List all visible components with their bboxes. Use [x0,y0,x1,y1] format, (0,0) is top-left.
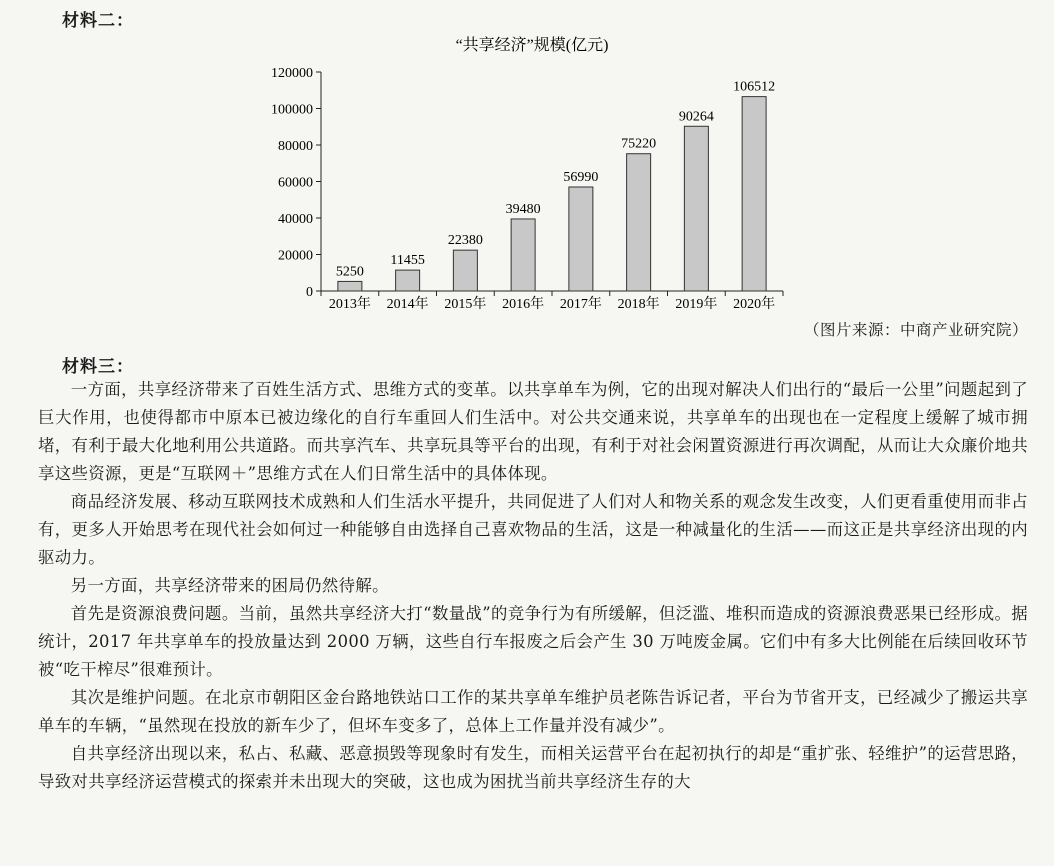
paragraph: 一方面，共享经济带来了百姓生活方式、思维方式的变革。以共享单车为例，它的出现对解决人们出行的“最后一公里”问题起到了巨大作用，也使得都市中原本已被边缘化的自行车重回人们生活中。对公共交通来说，共享单车的出现也在一定程度上缓解了城市拥堵，有利于最大化地利用公共道路。而共享汽车、共享玩具等平台的出现，有利于对社会闲置资源进行再次调配，从而让大众廉价地共享这些资源，更是“互联网＋”思维方式在人们日常生活中的具体体现。 [38,380,1028,483]
material-2-heading: 材料二： [62,11,134,31]
bar [511,219,535,291]
y-tick-label: 20000 [278,248,313,264]
x-tick-label: 2020年 [733,297,776,312]
paragraph: 另一方面，共享经济带来的困局仍然待解。 [70,576,389,595]
y-tick-label: 0 [306,285,313,300]
data-label: 106512 [733,79,776,95]
data-label: 39480 [505,201,541,217]
bar [338,281,362,291]
data-label: 11455 [390,253,425,269]
x-tick-label: 2013年 [328,297,371,312]
data-label: 75220 [621,136,657,152]
bar [627,154,651,291]
material-3-heading: 材料三： [62,357,134,377]
y-tick-label: 100000 [271,102,313,118]
data-label: 90264 [678,109,714,125]
chart-svg [0,0,1054,350]
paragraph: 其次是维护问题。在北京市朝阳区金台路地铁站口工作的某共享单车维护员老陈告诉记者，平台为节省开支，已经减少了搬运共享单车的车辆，“虽然现在投放的新车少了，但坏车变多了，总体上工作量并没有减少”。 [38,688,1028,735]
y-tick-label: 80000 [278,139,313,154]
y-tick-label: 60000 [278,175,313,191]
x-tick-label: 2014年 [386,297,429,312]
data-label: 56990 [563,169,599,185]
chart-title: “共享经济”规模(亿元) [455,37,609,54]
y-tick-label: 120000 [271,66,313,81]
paragraph: 自共享经济出现以来，私占、私藏、恶意损毁等现象时有发生，而相关运营平台在起初执行的却是“重扩张、轻维护”的运营思路，导致对共享经济运营模式的探索并未出现大的突破，这也成为困扰当前共享经济生存的大 [38,744,1028,791]
x-tick-label: 2016年 [502,297,545,312]
bar [742,97,766,291]
y-tick-label: 40000 [278,212,313,227]
bar [396,270,420,291]
data-label: 5250 [335,264,364,280]
x-tick-label: 2017年 [559,297,602,312]
x-tick-label: 2015年 [444,297,487,312]
paragraph: 商品经济发展、移动互联网技术成熟和人们生活水平提升，共同促进了人们对人和物关系的观念发生改变，人们更看重使用而非占有，更多人开始思考在现代社会如何过一种能够自由选择自己喜欢物品的生活，这是一种减量化的生活——而这正是共享经济出现的内驱动力。 [38,492,1028,567]
image-source: （图片来源：中商产业研究院） [803,321,1028,339]
x-tick-label: 2018年 [617,297,660,312]
bar-chart [0,0,1054,350]
x-tick-label: 2019年 [675,297,718,312]
bar [684,126,708,291]
bar [453,250,477,291]
paragraph: 首先是资源浪费问题。当前，虽然共享经济大打“数量战”的竞争行为有所缓解，但泛滥、堆积而造成的资源浪费恶果已经形成。据统计，2017 年共享单车的投放量达到 2000 万辆，这些自行车报废之后会产生 30 万吨废金属。它们中有多大比例能在后续回收环节被“吃干榨尽”很难预计。 [38,604,1028,679]
bar [569,187,593,291]
material-3-body [38,376,1028,796]
data-label: 22380 [447,233,483,249]
